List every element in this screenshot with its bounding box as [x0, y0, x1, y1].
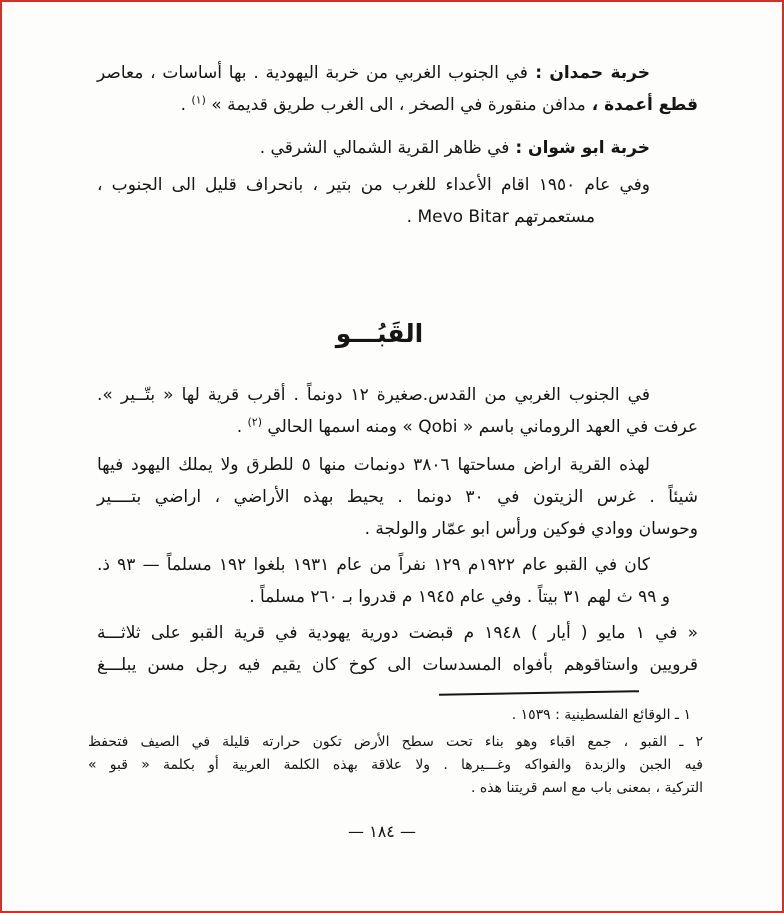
text-line — [97, 132, 698, 164]
footnote-text: ٢ ـ القبو ، جمع اقباء وهو بناء تحت سطح الأرض تكون حرارته قليلة في الصيف فتحفظ — [88, 734, 703, 750]
paragraph-qabu-location — [97, 379, 698, 443]
paragraph-text: شيئاً . غرس الزيتون في ٣٠ دونما . يحيط بهذه الأراضي ، اراضي بتــــير — [97, 487, 698, 507]
entry-khirbet-hamdan — [97, 57, 698, 121]
entry-text: في الجنوب الغربي من خربة اليهودية . بها أساسات ، معاصر — [97, 63, 528, 83]
paragraph-text: وحوسان ووادي فوكين ورأس ابو عمّار والولجة . — [364, 519, 698, 539]
paragraph-qabu-raid-1948 — [97, 617, 698, 681]
entry-text: . — [180, 95, 192, 115]
entry-heading-abu-shwan: خربة ابو شوان : — [509, 138, 650, 158]
paragraph-text: في الجنوب الغربي من القدس.صغيرة ١٢ دونماً . أقرب قرية لها « بتّــير ». — [97, 385, 650, 405]
footnote-text-line — [88, 754, 703, 777]
text-line — [97, 549, 698, 581]
entry-heading-hamdan: خربة حمدان : — [527, 63, 650, 83]
footnote-text-line — [88, 777, 703, 800]
paragraph-text: . — [236, 417, 248, 437]
text-line — [97, 411, 698, 443]
section-title-al-qabu: القَبُـــو — [335, 318, 424, 348]
footnote-text: فيه الجبن والزبدة والفواكه وغـــيرها . ولا علاقة بهذه الكلمة العربية أو بكلمة « قبو » — [88, 757, 703, 773]
text-line — [97, 649, 698, 681]
paragraph-text: كان في القبو عام ١٩٢٢م ١٢٩ نفراً من عام ١٩٣١ بلغوا ١٩٢ مسلماً — ٩٣ ذ. — [97, 555, 651, 575]
text-line — [97, 89, 698, 121]
paragraph-text: قرويين واستاقوهم بأفواه المسدسات الى كوخ كان يقيم فيه رجل مسن يبلـــغ — [97, 655, 698, 675]
entry-text: في ظاهر القرية الشمالي الشرقي . — [259, 138, 510, 158]
footnote-ref-1: (١) — [191, 93, 206, 107]
paragraph-text: و ٩٩ ث لهم ٣١ بيتاً . وفي عام ١٩٤٥ م قدروا بـ ٢٦٠ مسلماً . — [249, 587, 670, 607]
paragraph-text: لهذه القرية اراض مساحتها ٣٨٠٦ دونمات منها ٥ للطرق ولا يملك اليهود فيها — [97, 455, 650, 475]
paragraph-text: مستعمرتهم Mevo Bitar . — [406, 207, 595, 227]
paragraph-settlement-1950 — [97, 169, 698, 233]
footnote-1 — [88, 704, 703, 727]
text-line-mevo-bitar — [97, 201, 698, 233]
text-line — [97, 581, 698, 613]
paragraph-qabu-population — [97, 549, 698, 613]
entry-text-bold: قطع أعمدة ، — [585, 95, 698, 115]
footnote-text: التركية ، بمعنى باب مع اسم قريتنا هذه . — [470, 780, 703, 796]
footnote-text — [88, 704, 703, 727]
text-line — [97, 169, 698, 201]
paragraph-text: وفي عام ١٩٥٠ اقام الأعداء للغرب من بتير ، بانحراف قليل الى الجنوب ، — [97, 175, 650, 195]
text-line — [97, 449, 698, 481]
footnote-ref-2: (٢) — [247, 415, 263, 429]
text-line — [97, 57, 698, 89]
footnote-text: ١ ـ الوقائع الفلسطينية : ١٥٣٩ . — [511, 707, 691, 723]
text-line — [97, 379, 698, 411]
footnote-text-line — [88, 731, 703, 754]
paragraph-qabu-lands — [97, 449, 698, 545]
footnote-separator-line — [439, 690, 639, 695]
text-line — [97, 513, 698, 545]
text-line — [97, 617, 698, 649]
page-number: — ١٨٤ — — [348, 822, 416, 841]
entry-text: مدافن منقورة في الصخر ، الى الغرب طريق قديمة » — [205, 95, 586, 115]
text-line — [97, 481, 698, 513]
paragraph-text: عرفت في العهد الروماني باسم « Qobi » ومنه اسمها الحالي — [262, 417, 698, 437]
paragraph-text: « في ١ مايو ( أيار ) ١٩٤٨ م قبضت دورية يهودية في قرية القبو على ثلاثـــة — [97, 623, 698, 643]
footnote-2 — [88, 731, 703, 800]
entry-khirbet-abu-shwan — [97, 132, 698, 164]
